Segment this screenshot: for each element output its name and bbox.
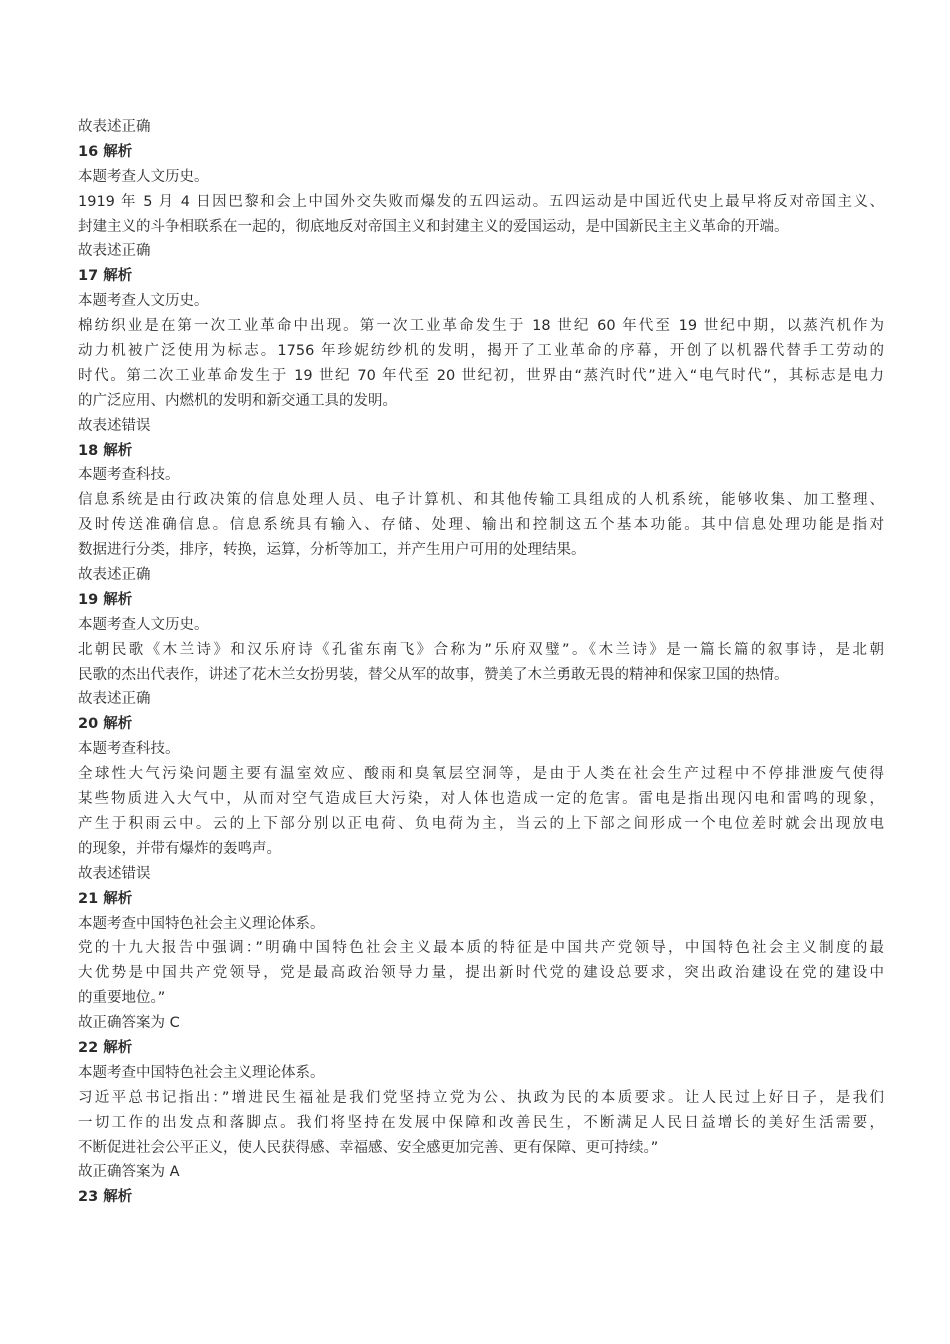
text-line: 本题考查人文历史。 <box>78 616 209 633</box>
text-line: 北朝民歌《木兰诗》和汉乐府诗《孔雀东南飞》合称为”乐府双璧”。《木兰诗》是一篇长篇的叙事诗，是北朝 <box>78 641 884 658</box>
text-line: 19 解析 <box>78 591 133 608</box>
topic-line <box>78 912 884 937</box>
question-heading <box>78 1185 884 1210</box>
text-line: 时代。第二次工业革命发生于 19 世纪 70 年代至 20 世纪初，世界由“蒸汽时代”进入“电气时代”，其标志是电力 <box>78 367 884 384</box>
topic-line <box>78 1061 884 1086</box>
text-line: 本题考查中国特色社会主义理论体系。 <box>78 1064 325 1081</box>
text-line: 22 解析 <box>78 1039 133 1056</box>
explanation-paragraph <box>78 762 884 862</box>
conclusion-line <box>78 1011 884 1036</box>
conclusion-line <box>78 862 884 887</box>
topic-line <box>78 613 884 638</box>
text-line: 故表述错误 <box>78 417 151 434</box>
text-line: 故正确答案为 C <box>78 1015 180 1032</box>
conclusion-line <box>78 563 884 588</box>
conclusion-line <box>78 115 884 140</box>
text-line: 某些物质进入大气中，从而对空气造成巨大污染，对人体也造成一定的危害。雷电是指出现闪电和雷鸣的现象， <box>78 791 884 808</box>
text-line: 16 解析 <box>78 143 133 160</box>
topic-line <box>78 165 884 190</box>
text-line: 的重要地位。” <box>78 990 166 1007</box>
text-line: 本题考查科技。 <box>78 741 180 758</box>
text-line: 故正确答案为 A <box>78 1164 180 1181</box>
text-line: 故表述正确 <box>78 567 151 584</box>
text-line: 的广泛应用、内燃机的发明和新交通工具的发明。 <box>78 392 397 409</box>
text-line: 本题考查人文历史。 <box>78 168 209 185</box>
text-line: 故表述正确 <box>78 243 151 260</box>
conclusion-line <box>78 687 884 712</box>
question-heading <box>78 588 884 613</box>
text-line: 党的十九大报告中强调：”明确中国特色社会主义最本质的特征是中国共产党领导，中国特色社会主义制度的最 <box>78 940 884 957</box>
explanation-paragraph <box>78 936 884 1011</box>
text-line: 故表述正确 <box>78 691 151 708</box>
text-line: 故表述错误 <box>78 865 151 882</box>
text-line: 的现象，并带有爆炸的轰鸣声。 <box>78 840 281 857</box>
question-heading <box>78 264 884 289</box>
conclusion-line <box>78 239 884 264</box>
explanation-paragraph <box>78 638 884 688</box>
text-line: 20 解析 <box>78 716 133 733</box>
text-line: 故表述正确 <box>78 119 151 135</box>
text-line: 23 解析 <box>78 1189 133 1206</box>
question-heading <box>78 439 884 464</box>
topic-line <box>78 463 884 488</box>
topic-line <box>78 737 884 762</box>
text-line: 大优势是中国共产党领导，党是最高政治领导力量，提出新时代党的建设总要求，突出政治建设在党的建设中 <box>78 965 884 982</box>
text-line: 信息系统是由行政决策的信息处理人员、电子计算机、和其他传输工具组成的人机系统，能够收集、加工整理、 <box>78 492 884 509</box>
text-line: 棉纺织业是在第一次工业革命中出现。第一次工业革命发生于 18 世纪 60 年代至 19 世纪中期，以蒸汽机作为 <box>78 318 884 335</box>
text-line: 一切工作的出发点和落脚点。我们将坚持在发展中保障和改善民生，不断满足人民日益增长的美好生活需要， <box>78 1114 884 1131</box>
text-line: 18 解析 <box>78 442 133 459</box>
text-line: 产生于积雨云中。云的上下部分别以正电荷、负电荷为主，当云的上下部之间形成一个电位差时就会出现放电 <box>78 815 884 832</box>
text-line: 本题考查中国特色社会主义理论体系。 <box>78 915 325 932</box>
question-heading <box>78 140 884 165</box>
text-line: 全球性大气污染问题主要有温室效应、酸雨和臭氧层空洞等，是由于人类在社会生产过程中不停排泄废气使得 <box>78 766 884 783</box>
conclusion-line <box>78 1160 884 1185</box>
explanation-paragraph <box>78 1086 884 1161</box>
answer-explanations <box>78 115 884 1210</box>
question-heading <box>78 887 884 912</box>
question-heading <box>78 1036 884 1061</box>
text-line: 及时传送准确信息。信息系统具有输入、存储、处理、输出和控制这五个基本功能。其中信息处理功能是指对 <box>78 517 884 534</box>
text-line: 21 解析 <box>78 890 133 907</box>
text-line: 数据进行分类，排序，转换，运算，分析等加工，并产生用户可用的处理结果。 <box>78 542 586 559</box>
explanation-paragraph <box>78 314 884 414</box>
text-line: 17 解析 <box>78 268 133 285</box>
text-line: 动力机被广泛使用为标志。1756 年珍妮纺纱机的发明，揭开了工业革命的序幕，开创了以机器代替手工劳动的 <box>78 343 884 360</box>
text-line: 习近平总书记指出：”增进民生福祉是我们党坚持立党为公、执政为民的本质要求。让人民过上好日子，是我们 <box>78 1089 884 1106</box>
topic-line <box>78 289 884 314</box>
text-line: 本题考查人文历史。 <box>78 293 209 310</box>
question-heading <box>78 712 884 737</box>
text-line: 本题考查科技。 <box>78 467 180 484</box>
text-line: 不断促进社会公平正义，使人民获得感、幸福感、安全感更加完善、更有保障、更可持续。” <box>78 1139 659 1156</box>
text-line: 1919 年 5 月 4 日因巴黎和会上中国外交失败而爆发的五四运动。五四运动是中国近代史上最早将反对帝国主义、 <box>78 193 884 210</box>
explanation-paragraph <box>78 488 884 563</box>
conclusion-line <box>78 414 884 439</box>
explanation-paragraph <box>78 190 884 240</box>
text-line: 封建主义的斗争相联系在一起的，彻底地反对帝国主义和封建主义的爱国运动，是中国新民主主义革命的开端。 <box>78 218 789 235</box>
text-line: 民歌的杰出代表作，讲述了花木兰女扮男装，替父从军的故事，赞美了木兰勇敢无畏的精神和保家卫国的热情。 <box>78 666 789 683</box>
